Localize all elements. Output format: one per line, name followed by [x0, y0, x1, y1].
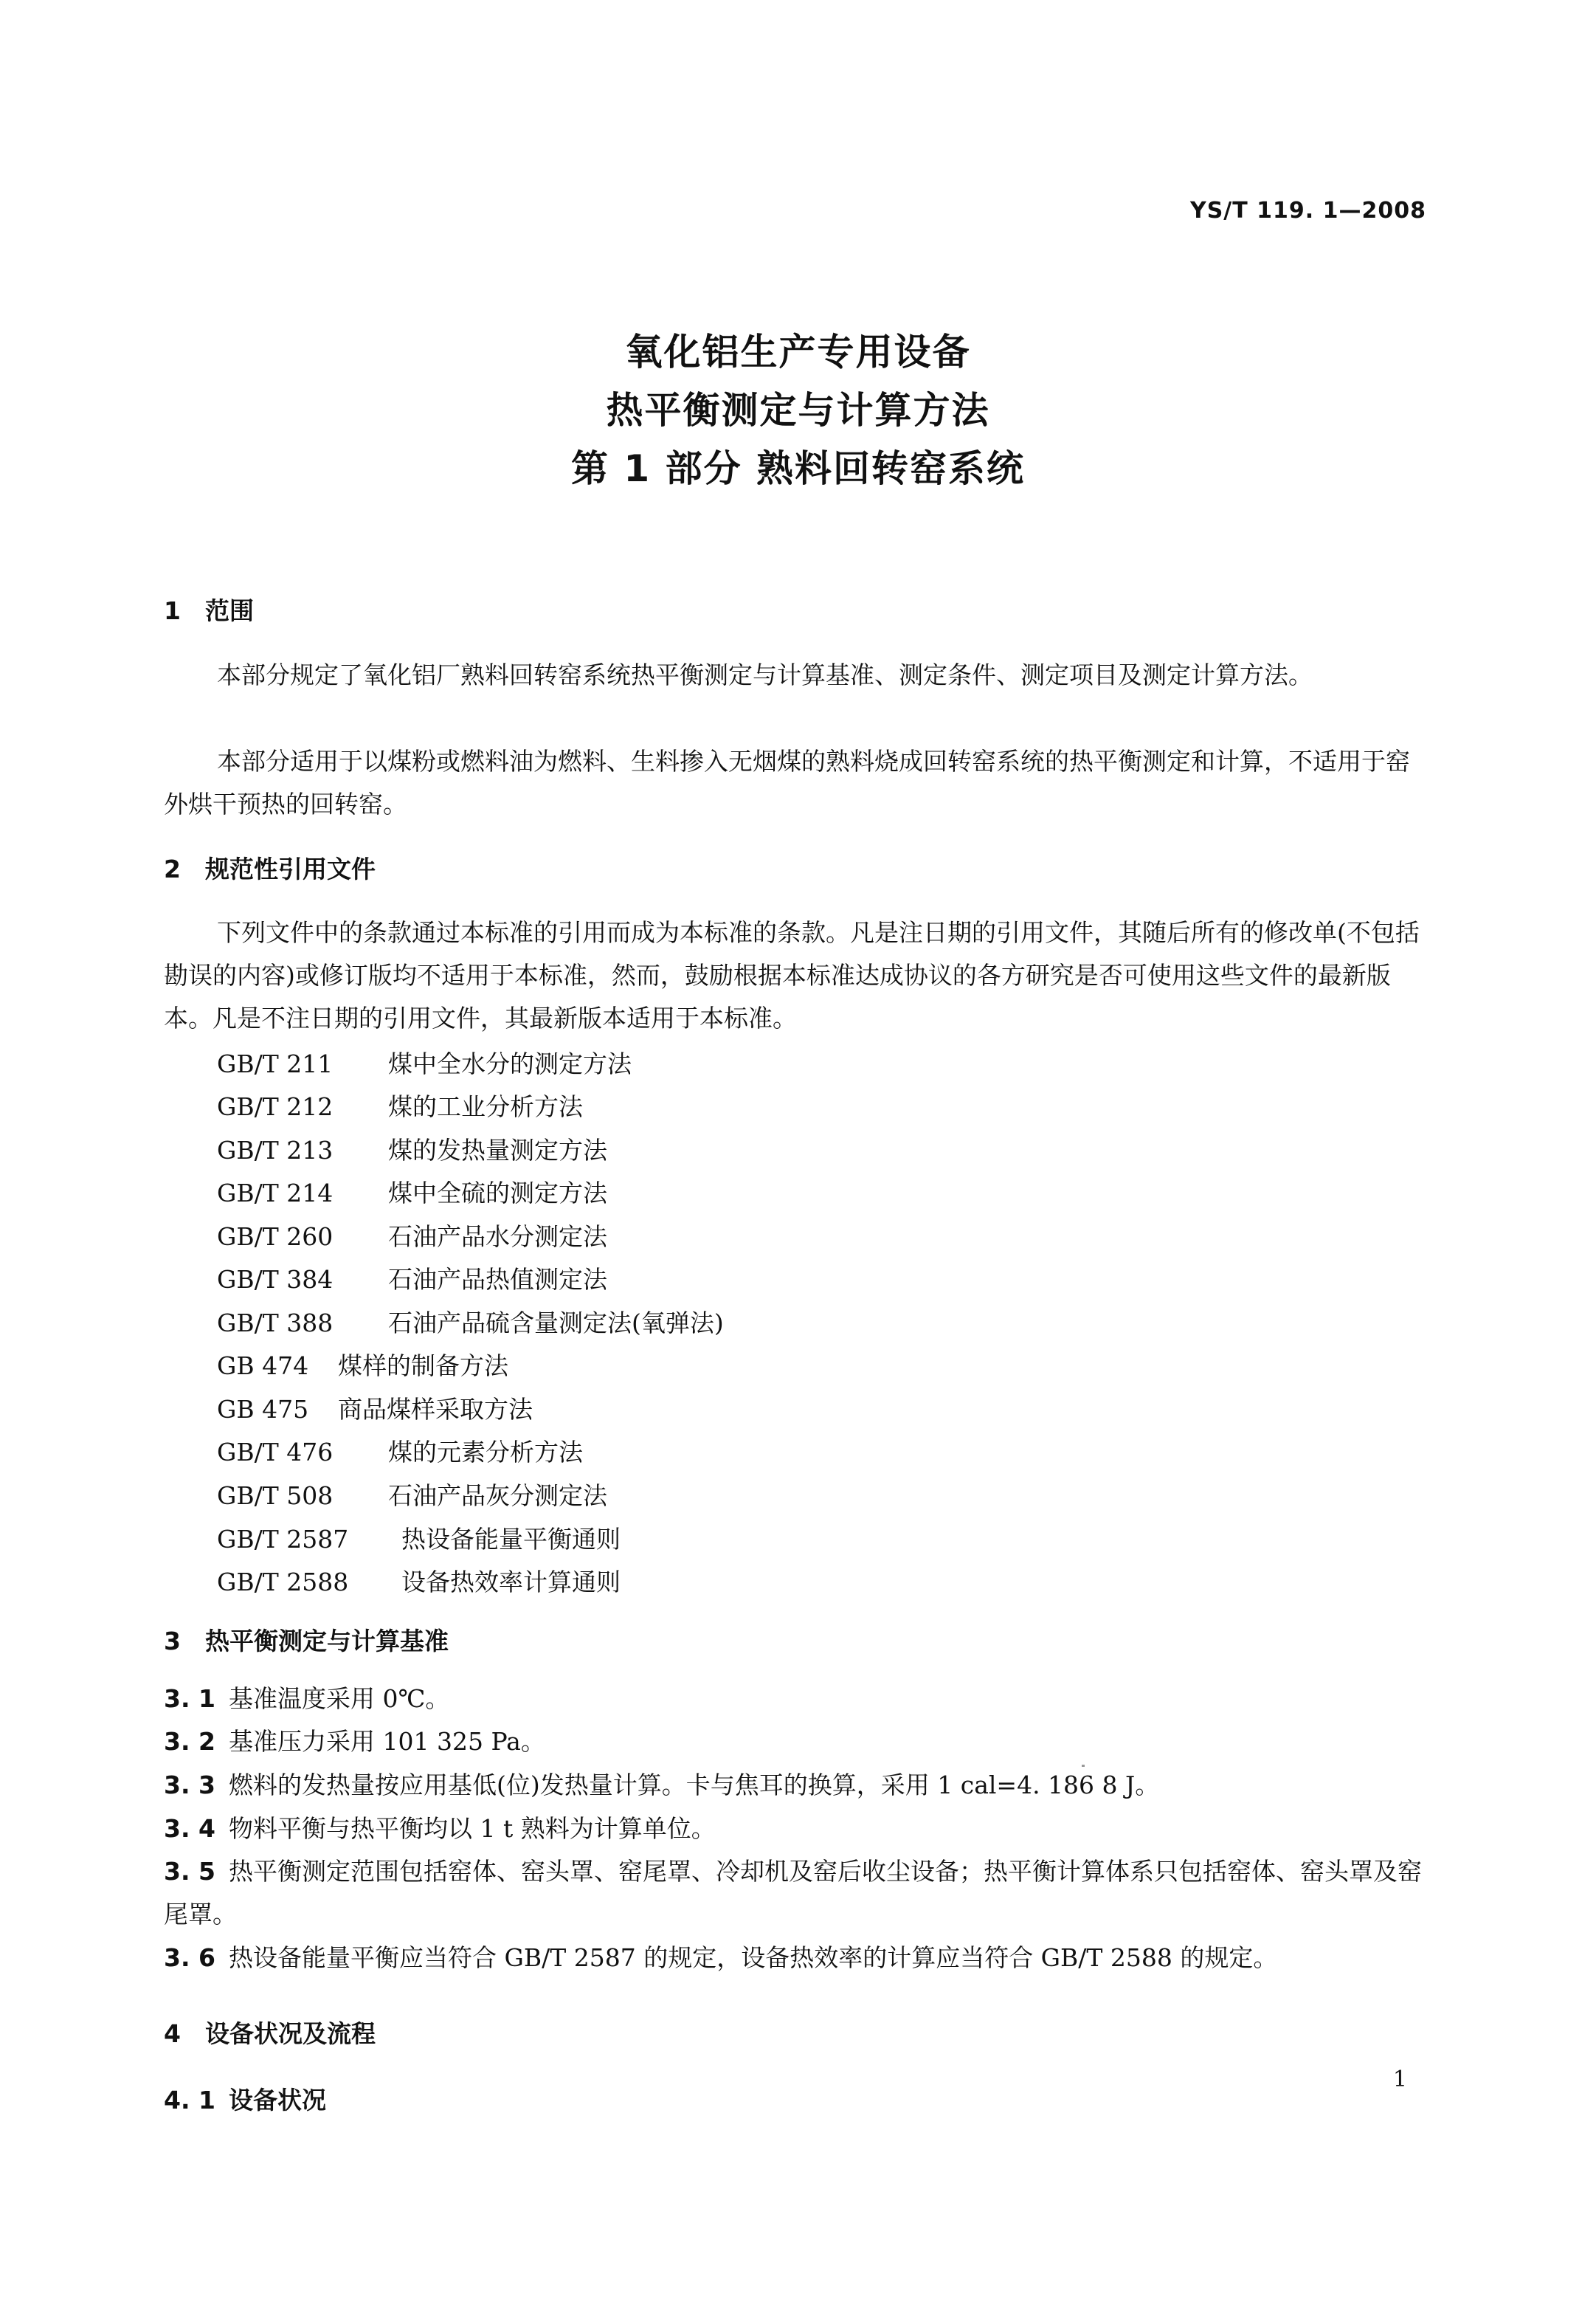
- reference-item: GB/T 2587 热设备能量平衡通则: [217, 1525, 621, 1554]
- reference-item: GB/T 388 石油产品硫含量测定法(氧弹法): [217, 1309, 724, 1337]
- section-number: 4: [164, 2019, 181, 2048]
- clause-item: 3. 3 燃料的发热量按应用基低(位)发热量计算。卡与焦耳的换算，采用 1 cal=4. 186 8 J。: [164, 1771, 1160, 1799]
- reference-item: GB/T 212 煤的工业分析方法: [217, 1092, 583, 1121]
- section-1-paragraph-2: 本部分适用于以煤粉或燃料油为燃料、生料掺入无烟煤的熟料烧成回转窑系统的热平衡测定和计算，不适用于窑外烘干预热的回转窑。: [164, 747, 1410, 818]
- section-number: 2: [164, 855, 181, 883]
- section-title: 规范性引用文件: [205, 855, 376, 883]
- reference-item: GB/T 214 煤中全硫的测定方法: [217, 1179, 607, 1207]
- title-line-3: 第 1 部分 熟料回转窑系统: [570, 447, 1025, 490]
- section-1-paragraph-1: 本部分规定了氧化铝厂熟料回转窑系统热平衡测定与计算基准、测定条件、测定项目及测定计算方法。: [217, 661, 1313, 689]
- clause-item: 3. 4 物料平衡与热平衡均以 1 t 熟料为计算单位。: [164, 1814, 716, 1843]
- title-line-1: 氧化铝生产专用设备: [625, 331, 971, 373]
- section-number: 1: [164, 596, 181, 625]
- section-3-heading: [164, 1627, 449, 1656]
- reference-item: GB 475 商品煤样采取方法: [217, 1395, 533, 1424]
- section-number: 3: [164, 1627, 181, 1655]
- clause-item: 3. 5 热平衡测定范围包括窑体、窑头罩、窑尾罩、冷却机及窑后收尘设备；热平衡计算体系只包括窑体、窑头罩及窑尾罩。: [164, 1857, 1422, 1929]
- standard-code: YS/T 119. 1—2008: [1189, 198, 1426, 224]
- document-title: [0, 331, 1596, 506]
- clause-item: 3. 2 基准压力采用 101 325 Pa。: [164, 1727, 545, 1756]
- title-line-2: 热平衡测定与计算方法: [606, 389, 990, 432]
- reference-item: GB/T 508 石油产品灰分测定法: [217, 1481, 607, 1510]
- clause-item: 3. 6 热设备能量平衡应当符合 GB/T 2587 的规定，设备热效率的计算应当符合 GB/T 2588 的规定。: [164, 1943, 1278, 1972]
- section-2-paragraph-1: 下列文件中的条款通过本标准的引用而成为本标准的条款。凡是注日期的引用文件，其随后所有的修改单(不包括勘误的内容)或修订版均不适用于本标准，然而，鼓励根据本标准达成协议的各方研究是否可使用这些文件的最新版本。凡是不注日期的引用文件，其最新版本适用于本标准。: [164, 918, 1420, 1033]
- scan-speck: [1082, 1765, 1085, 1767]
- reference-item: GB/T 384 石油产品热值测定法: [217, 1265, 607, 1294]
- subsection-number: 4. 1: [164, 2086, 215, 2114]
- section-title: 热平衡测定与计算基准: [205, 1627, 449, 1655]
- section-4-heading: [164, 2019, 376, 2049]
- reference-item: GB/T 476 煤的元素分析方法: [217, 1438, 583, 1466]
- reference-item: GB/T 213 煤的发热量测定方法: [217, 1136, 607, 1165]
- reference-item: GB/T 260 石油产品水分测定法: [217, 1222, 607, 1251]
- page-number: 1: [1392, 2067, 1407, 2092]
- subsection-4-1-heading: [164, 2086, 326, 2115]
- section-title: 设备状况及流程: [205, 2019, 376, 2048]
- section-1-heading: [164, 596, 254, 626]
- reference-item: GB/T 211 煤中全水分的测定方法: [217, 1049, 632, 1078]
- reference-item: GB/T 2588 设备热效率计算通则: [217, 1568, 621, 1596]
- clause-item: 3. 1 基准温度采用 0℃。: [164, 1684, 450, 1713]
- reference-item: GB 474 煤样的制备方法: [217, 1351, 508, 1380]
- subsection-title: 设备状况: [229, 2086, 326, 2114]
- section-title: 范围: [205, 596, 254, 625]
- section-2-heading: [164, 855, 376, 884]
